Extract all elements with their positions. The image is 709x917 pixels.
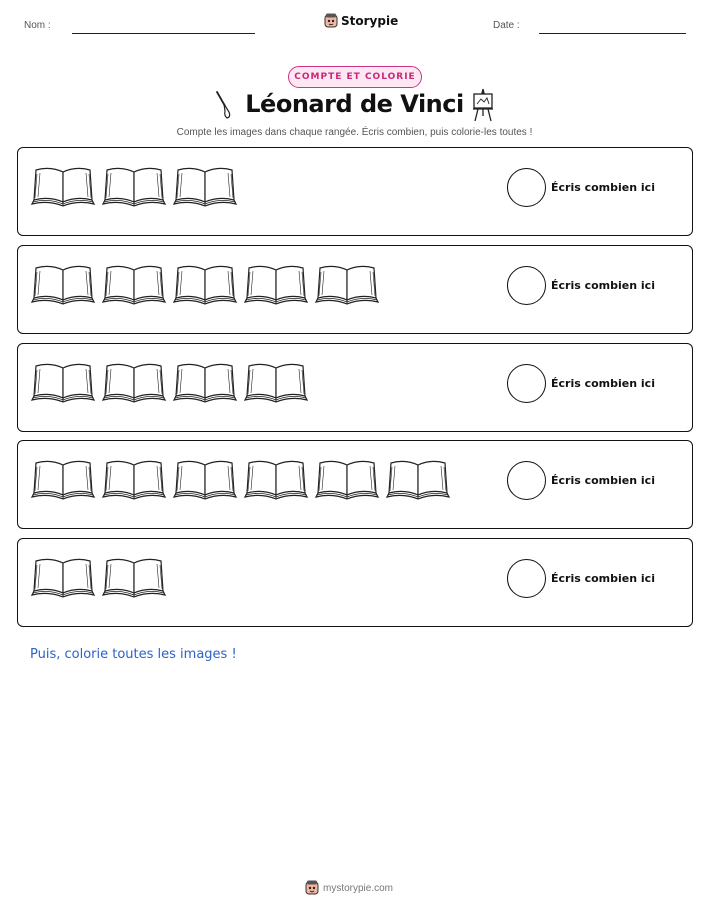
instructions: Compte les images dans chaque rangée. Écris combien, puis colorie-les toutes ! (176, 127, 533, 138)
counting-row (17, 538, 693, 627)
brand-name: Storypie (341, 14, 399, 28)
image-group (30, 455, 451, 503)
answer-circle[interactable] (507, 266, 546, 305)
open-book-icon[interactable] (30, 553, 96, 601)
date-label: Date : (493, 20, 520, 31)
open-book-icon[interactable] (243, 455, 309, 503)
answer-circle[interactable] (507, 461, 546, 500)
answer-label: Écris combien ici (551, 377, 655, 390)
open-book-icon[interactable] (101, 358, 167, 406)
open-book-icon[interactable] (101, 162, 167, 210)
image-group (30, 358, 309, 406)
answer-circle[interactable] (507, 364, 546, 403)
storypie-logo-icon (305, 880, 319, 896)
counting-row (17, 245, 693, 334)
open-book-icon[interactable] (172, 455, 238, 503)
open-book-icon[interactable] (385, 455, 451, 503)
answer-label: Écris combien ici (551, 572, 655, 585)
open-book-icon[interactable] (172, 162, 238, 210)
image-group (30, 553, 167, 601)
answer-label: Écris combien ici (551, 181, 655, 194)
counting-row (17, 147, 693, 236)
open-book-icon[interactable] (243, 260, 309, 308)
open-book-icon[interactable] (172, 260, 238, 308)
easel-icon (470, 88, 496, 122)
open-book-icon[interactable] (101, 553, 167, 601)
open-book-icon[interactable] (30, 260, 96, 308)
counting-row (17, 440, 693, 529)
name-label: Nom : (24, 20, 51, 31)
counting-row (17, 343, 693, 432)
name-line[interactable] (72, 33, 255, 34)
page-title: Léonard de Vinci (245, 90, 464, 118)
open-book-icon[interactable] (314, 260, 380, 308)
open-book-icon[interactable] (30, 358, 96, 406)
date-line[interactable] (539, 33, 686, 34)
image-group (30, 260, 380, 308)
site-footer (305, 880, 393, 896)
open-book-icon[interactable] (172, 358, 238, 406)
brand (324, 13, 398, 29)
open-book-icon[interactable] (101, 455, 167, 503)
answer-circle[interactable] (507, 168, 546, 207)
answer-label: Écris combien ici (551, 279, 655, 292)
answer-circle[interactable] (507, 559, 546, 598)
image-group (30, 162, 238, 210)
storypie-logo-icon (324, 13, 338, 29)
open-book-icon[interactable] (243, 358, 309, 406)
open-book-icon[interactable] (30, 162, 96, 210)
answer-label: Écris combien ici (551, 474, 655, 487)
open-book-icon[interactable] (101, 260, 167, 308)
footer-note: Puis, colorie toutes les images ! (30, 647, 237, 662)
activity-badge: COMPTE ET COLORIE (288, 66, 422, 88)
site-url: mystorypie.com (323, 882, 394, 894)
open-book-icon[interactable] (314, 455, 380, 503)
open-book-icon[interactable] (30, 455, 96, 503)
